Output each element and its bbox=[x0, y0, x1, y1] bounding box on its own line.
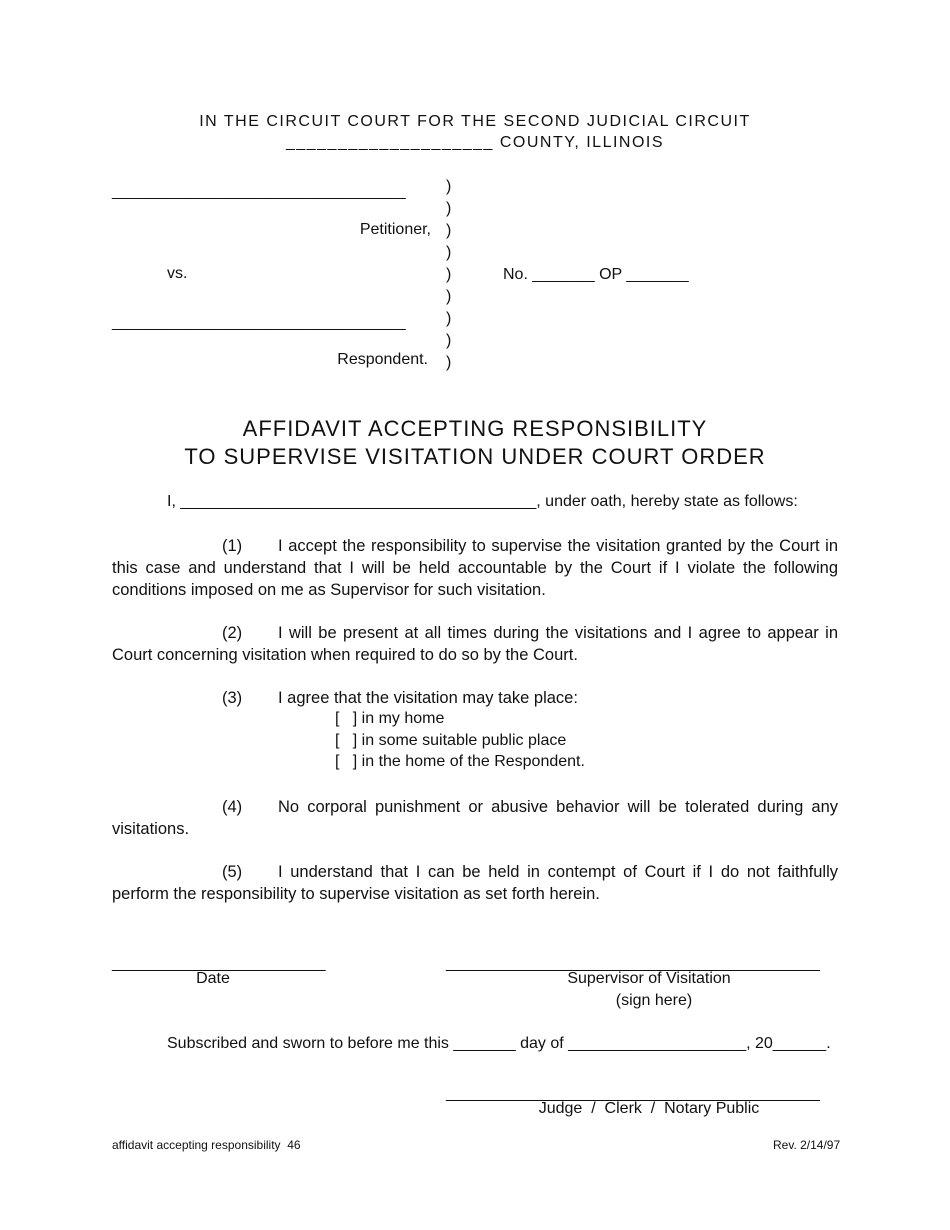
caption-paren: ) bbox=[446, 266, 452, 283]
paragraph-2 bbox=[112, 623, 838, 667]
court-name: IN THE CIRCUIT COURT FOR THE SECOND JUDICIAL CIRCUIT bbox=[199, 113, 751, 130]
vs-label: vs. bbox=[167, 265, 188, 282]
official-label: Judge / Clerk / Notary Public bbox=[538, 1100, 760, 1117]
paragraph-4 bbox=[112, 797, 838, 841]
option-respondent-home: [ ] in the home of the Respondent. bbox=[335, 753, 585, 770]
document-title-line1: AFFIDAVIT ACCEPTING RESPONSIBILITY bbox=[242, 416, 708, 441]
option-my-home: [ ] in my home bbox=[335, 710, 445, 727]
paragraph-1 bbox=[112, 536, 838, 601]
paragraph-text: No corporal punishment or abusive behavior will be tolerated during any visitations. bbox=[112, 798, 838, 838]
official-signature-line: __________________________________________ bbox=[446, 1085, 820, 1102]
caption-paren: ) bbox=[446, 332, 452, 349]
document-title-line2: TO SUPERVISE VISITATION UNDER COURT ORDER bbox=[184, 444, 766, 469]
date-label: Date bbox=[196, 970, 230, 987]
county-line: ____________________ COUNTY, ILLINOIS bbox=[285, 134, 665, 151]
paragraph-number: (4) bbox=[222, 798, 243, 816]
paragraph-text: I agree that the visitation may take place: bbox=[278, 689, 578, 707]
caption-paren: ) bbox=[446, 200, 452, 217]
caption-paren: ) bbox=[446, 354, 452, 371]
paragraph-number: (3) bbox=[222, 689, 243, 707]
caption-paren: ) bbox=[446, 244, 452, 261]
caption-paren: ) bbox=[446, 222, 452, 239]
form-id-footer: affidavit accepting responsibility 46 bbox=[112, 1138, 301, 1152]
caption-paren: ) bbox=[446, 288, 452, 305]
paragraph-5 bbox=[112, 862, 838, 906]
paragraph-text: I will be present at all times during the visitations and I agree to appear in Court concerning visitation when required to do so by the Court. bbox=[112, 624, 838, 664]
case-number: No. _______ OP _______ bbox=[503, 266, 689, 283]
paragraph-3 bbox=[112, 688, 838, 710]
petitioner-name-blank: _________________________________ bbox=[112, 183, 406, 200]
paragraph-number: (1) bbox=[222, 537, 243, 555]
sign-here-label: (sign here) bbox=[615, 992, 693, 1009]
affiant-intro: I, ________________________________________, under oath, hereby state as follows: bbox=[167, 493, 798, 510]
respondent-label: Respondent. bbox=[337, 351, 428, 368]
paragraph-text: I understand that I can be held in contempt of Court if I do not faithfully perform the responsibility to supervise visitation as set forth herein. bbox=[112, 863, 838, 903]
caption-paren: ) bbox=[446, 178, 452, 195]
supervisor-label: Supervisor of Visitation bbox=[567, 970, 731, 987]
revision-date-footer: Rev. 2/14/97 bbox=[773, 1138, 841, 1152]
paragraph-number: (5) bbox=[222, 863, 243, 881]
caption-paren: ) bbox=[446, 310, 452, 327]
paragraph-number: (2) bbox=[222, 624, 243, 642]
supervisor-signature-line: __________________________________________ bbox=[446, 955, 820, 972]
date-signature-line: ________________________ bbox=[112, 955, 326, 972]
option-public-place: [ ] in some suitable public place bbox=[335, 732, 567, 749]
respondent-name-blank: _________________________________ bbox=[112, 314, 406, 331]
paragraph-text: I accept the responsibility to supervise the visitation granted by the Court in this case and understand that I will be held accountable by the Court if I violate the following conditions imposed on me as Supervisor for such visitation. bbox=[112, 537, 838, 599]
petitioner-label: Petitioner, bbox=[359, 221, 431, 238]
jurat-statement: Subscribed and sworn to before me this _______ day of ____________________, 20______. bbox=[167, 1035, 831, 1052]
